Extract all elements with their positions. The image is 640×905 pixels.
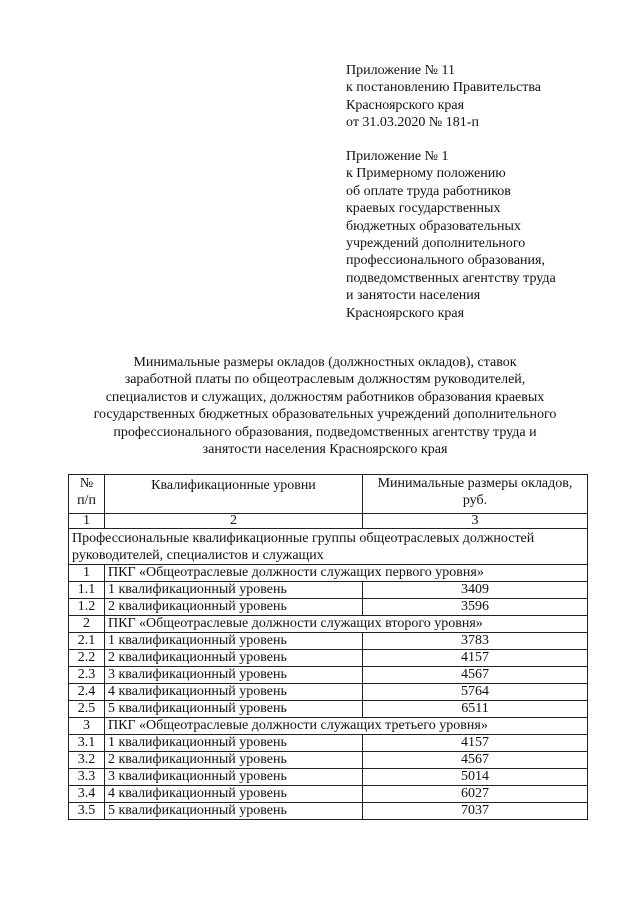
row-num-cell: 2.5 xyxy=(69,701,105,718)
table-group-row xyxy=(69,616,588,633)
row-level-cell: 4 квалификационный уровень xyxy=(105,684,363,701)
row-level-cell: 1 квалификационный уровень xyxy=(105,633,363,650)
row-salary-cell: 3409 xyxy=(363,582,588,599)
table-row xyxy=(69,786,588,803)
row-num-cell: 2.4 xyxy=(69,684,105,701)
row-num-cell: 2.3 xyxy=(69,667,105,684)
row-salary-cell: 6511 xyxy=(363,701,588,718)
appendix-sub-line: бюджетных образовательных xyxy=(346,218,521,234)
row-level-cell: 1 квалификационный уровень xyxy=(105,582,363,599)
appendix-main-line: к постановлению Правительства xyxy=(346,80,542,96)
row-level-cell: 3 квалификационный уровень xyxy=(105,769,363,786)
table-row xyxy=(69,701,588,718)
appendix-sub-line: учреждений дополнительного xyxy=(346,236,526,252)
table-group-row xyxy=(69,565,588,582)
appendix-sub-line: Красноярского края xyxy=(346,305,465,321)
header-salary-cell xyxy=(363,475,588,514)
index-cell: 1 xyxy=(69,514,105,529)
appendix-sub-line: об оплате труда работников xyxy=(346,183,511,199)
row-salary-cell: 5764 xyxy=(363,684,588,701)
appendix-sub-line: и занятости населения xyxy=(346,288,481,304)
row-level-cell: 5 квалификационный уровень xyxy=(105,803,363,820)
header-num-line1: № xyxy=(79,476,94,491)
appendix-sub-line: профессионального образования, xyxy=(346,253,545,269)
row-salary-cell: 3596 xyxy=(363,599,588,616)
group-num-cell: 1 xyxy=(69,565,105,582)
table-row xyxy=(69,684,588,701)
appendix-sub-line: подведомственных агентству труда xyxy=(346,270,556,286)
header-level-cell: Квалификационные уровни xyxy=(105,475,363,514)
table-row xyxy=(69,735,588,752)
header-salary-line1: Минимальные размеры окладов, xyxy=(377,476,573,491)
group-num-cell: 2 xyxy=(69,616,105,633)
row-level-cell: 2 квалификационный уровень xyxy=(105,650,363,667)
title-line: специалистов и служащих, должностям работников образования краевых xyxy=(105,389,545,405)
appendix-main-line: Приложение № 11 xyxy=(346,63,455,78)
title-line: Минимальные размеры окладов (должностных окладов), ставок xyxy=(133,355,517,370)
row-num-cell: 3.1 xyxy=(69,735,105,752)
table-row xyxy=(69,769,588,786)
section-cell: Профессиональные квалификационные группы общеотраслевых должностей руководителей, специалистов и служащих xyxy=(69,529,588,565)
appendix-sub-line: краевых государственных xyxy=(346,201,501,217)
header-num-cell xyxy=(69,475,105,514)
title-line: профессионального образования, подведомственных агентству труда и xyxy=(113,424,537,440)
title-line: заработной платы по общеотраслевым должностям руководителей, xyxy=(124,372,526,388)
header-num-line2: п/п xyxy=(77,493,96,508)
row-num-cell: 2.1 xyxy=(69,633,105,650)
table-row xyxy=(69,599,588,616)
appendix-sub-line: Приложение № 1 xyxy=(346,149,449,164)
appendix-sub-line: к Примерному положению xyxy=(346,166,506,182)
index-cell: 3 xyxy=(363,514,588,529)
row-num-cell: 3.3 xyxy=(69,769,105,786)
row-salary-cell: 4157 xyxy=(363,650,588,667)
row-salary-cell: 3783 xyxy=(363,633,588,650)
index-cell: 2 xyxy=(105,514,363,529)
table-index-row xyxy=(69,514,588,529)
row-salary-cell: 4157 xyxy=(363,735,588,752)
row-num-cell: 3.4 xyxy=(69,786,105,803)
header-salary-line2: руб. xyxy=(462,493,488,508)
row-salary-cell: 4567 xyxy=(363,667,588,684)
table-row xyxy=(69,582,588,599)
document-title xyxy=(60,354,590,458)
table-section-row xyxy=(69,529,588,565)
appendix-sub-block xyxy=(346,148,556,322)
appendix-main-line: от 31.03.2020 № 181-п xyxy=(346,115,479,131)
row-level-cell: 2 квалификационный уровень xyxy=(105,599,363,616)
table-row xyxy=(69,752,588,769)
group-label-cell: ПКГ «Общеотраслевые должности служащих первого уровня» xyxy=(105,565,588,582)
table-row xyxy=(69,650,588,667)
appendix-main-line: Красноярского края xyxy=(346,97,465,113)
row-salary-cell: 7037 xyxy=(363,803,588,820)
row-num-cell: 2.2 xyxy=(69,650,105,667)
appendix-main-block xyxy=(346,62,541,132)
title-line: государственных бюджетных образовательных учреждений дополнительного xyxy=(93,407,557,423)
group-label-cell: ПКГ «Общеотраслевые должности служащих второго уровня» xyxy=(105,616,588,633)
table-row xyxy=(69,803,588,820)
row-level-cell: 4 квалификационный уровень xyxy=(105,786,363,803)
row-num-cell: 1.2 xyxy=(69,599,105,616)
row-num-cell: 3.5 xyxy=(69,803,105,820)
table-row xyxy=(69,633,588,650)
salary-table xyxy=(68,474,588,820)
table-row xyxy=(69,667,588,684)
row-num-cell: 3.2 xyxy=(69,752,105,769)
table-header-row xyxy=(69,475,588,514)
row-level-cell: 1 квалификационный уровень xyxy=(105,735,363,752)
row-level-cell: 2 квалификационный уровень xyxy=(105,752,363,769)
group-label-cell: ПКГ «Общеотраслевые должности служащих третьего уровня» xyxy=(105,718,588,735)
row-level-cell: 3 квалификационный уровень xyxy=(105,667,363,684)
row-level-cell: 5 квалификационный уровень xyxy=(105,701,363,718)
table-group-row xyxy=(69,718,588,735)
title-line: занятости населения Красноярского края xyxy=(202,442,448,458)
row-salary-cell: 4567 xyxy=(363,752,588,769)
group-num-cell: 3 xyxy=(69,718,105,735)
row-num-cell: 1.1 xyxy=(69,582,105,599)
row-salary-cell: 6027 xyxy=(363,786,588,803)
row-salary-cell: 5014 xyxy=(363,769,588,786)
